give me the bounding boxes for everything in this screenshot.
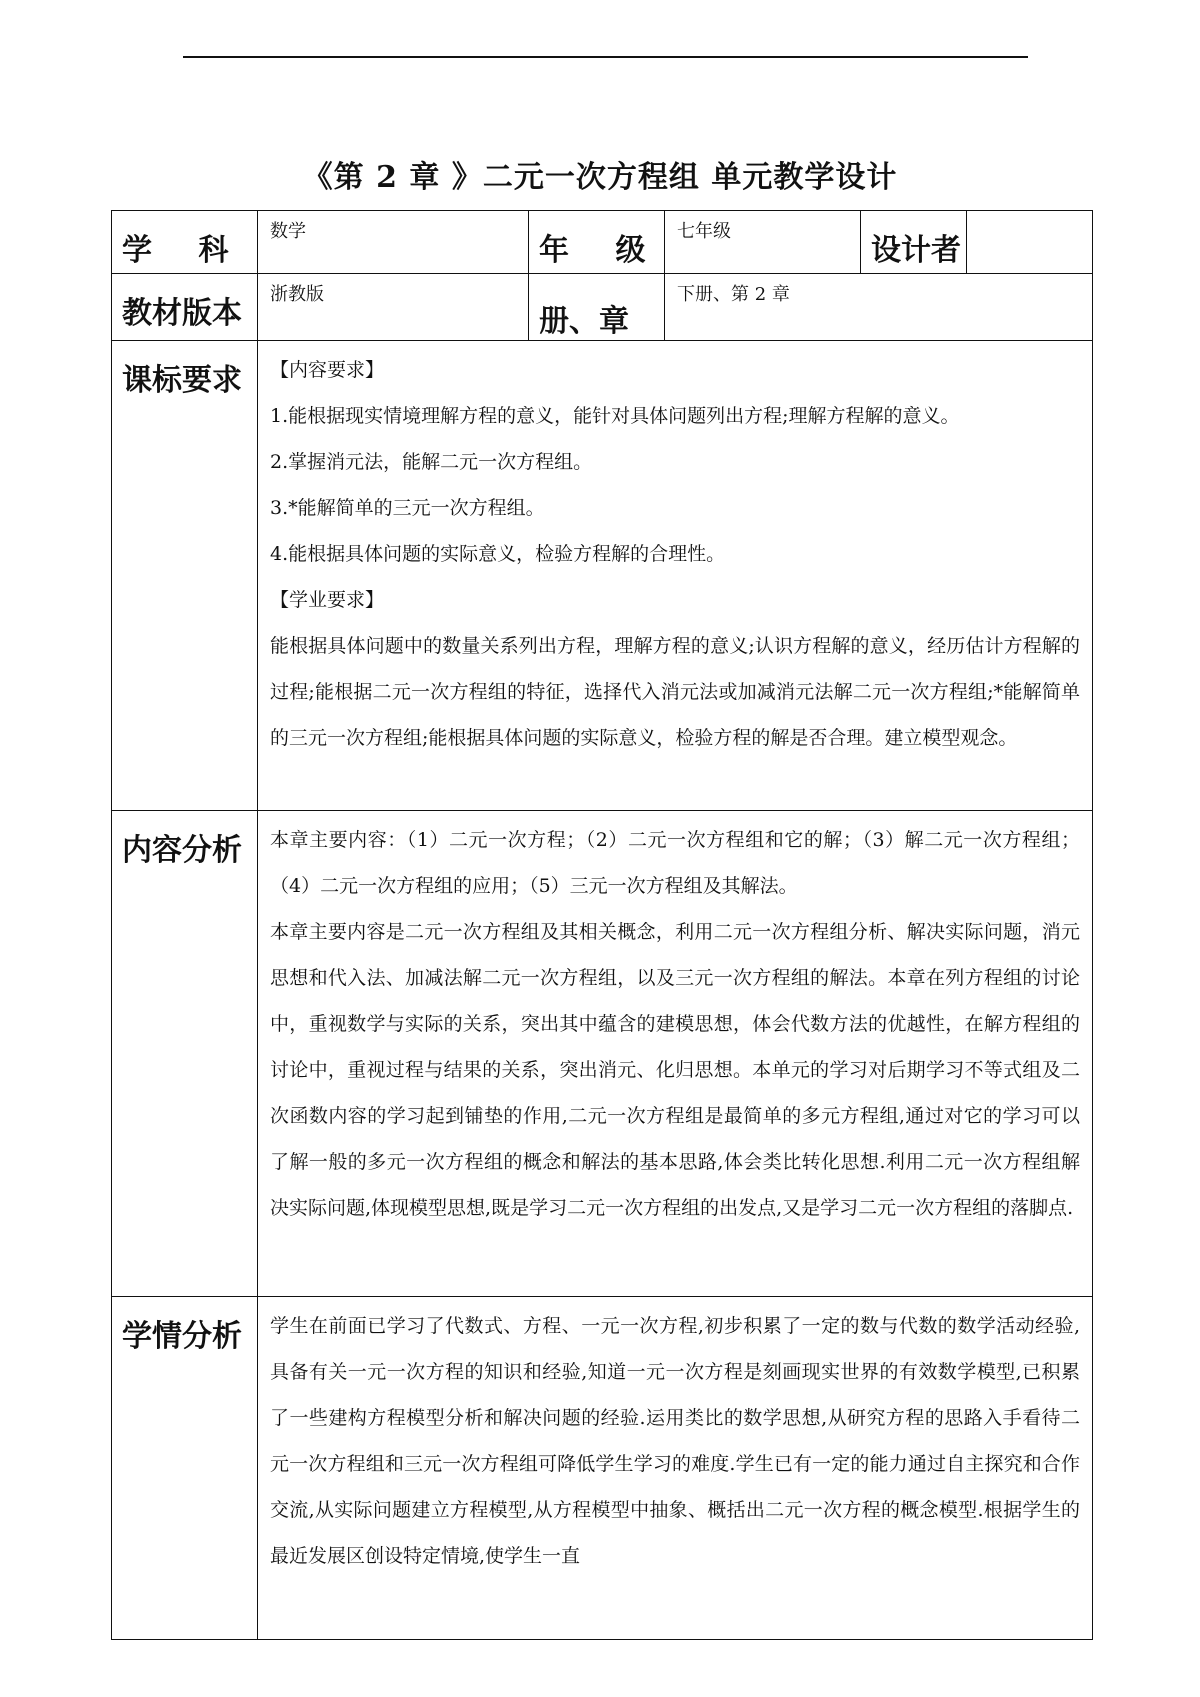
content-analysis-content (258, 811, 1093, 1297)
academic-requirements-heading: 【学业要求】 (270, 589, 385, 611)
designer-label: 设计者 (861, 211, 967, 274)
student-analysis-label: 学情分析 (112, 1297, 258, 1640)
table-row (112, 1297, 1093, 1640)
volume-value: 下册、第 2 章 (665, 274, 1093, 341)
header-rule (183, 56, 1028, 58)
grade-value: 七年级 (665, 211, 861, 274)
designer-value (967, 211, 1093, 274)
table-row (112, 274, 1093, 341)
table-row (112, 211, 1093, 274)
student-analysis-content (258, 1297, 1093, 1640)
requirement-item: 4.能根据具体问题的实际意义，检验方程解的合理性。 (270, 543, 726, 565)
table-row (112, 811, 1093, 1297)
content-analysis-label: 内容分析 (112, 811, 258, 1297)
content-analysis-paragraph: 本章主要内容是二元一次方程组及其相关概念，利用二元一次方程组分析、解决实际问题，消元思想和代入法、加减法解二元一次方程组，以及三元一次方程组的解法。本章在列方程组的讨论中，重视数学与实际的关系，突出其中蕴含的建模思想，体会代数方法的优越性，在解方程组的讨论中，重视过程与结果的关系，突出消元、化归思想。本单元的学习对后期学习不等式组及二次函数内容的学习起到铺垫的作用,二元一次方程组是最简单的多元方程组,通过对它的学习可以了解一般的多元一次方程组的概念和解法的基本思路,体会类比转化思想.利用二元一次方程组解决实际问题,体现模型思想,既是学习二元一次方程组的出发点,又是学习二元一次方程组的落脚点. (270, 921, 1080, 1219)
requirement-item: 3.*能解简单的三元一次方程组。 (270, 497, 545, 519)
academic-requirements-text: 能根据具体问题中的数量关系列出方程，理解方程的意义;认识方程解的意义，经历估计方程解的过程;能根据二元一次方程组的特征，选择代入消元法或加减消元法解二元一次方程组;*能解简单的三元一次方程组;能根据具体问题的实际意义，检验方程的解是否合理。建立模型观念。 (270, 635, 1080, 749)
content-requirements-heading: 【内容要求】 (270, 359, 385, 381)
grade-label: 年 级 (529, 211, 665, 274)
standards-label: 课标要求 (112, 341, 258, 811)
table-row (112, 341, 1093, 811)
requirement-item: 1.能根据现实情境理解方程的意义，能针对具体问题列出方程;理解方程解的意义。 (270, 405, 960, 427)
volume-label: 册、章 (529, 274, 665, 341)
subject-label: 学 科 (112, 211, 258, 274)
edition-value: 浙教版 (258, 274, 529, 341)
unit-design-table (111, 210, 1093, 1640)
subject-value: 数学 (258, 211, 529, 274)
content-analysis-paragraph: 本章主要内容：（1）二元一次方程；（2）二元一次方程组和它的解；（3）解二元一次方程组；（4）二元一次方程组的应用；（5）三元一次方程组及其解法。 (270, 829, 1080, 897)
standards-content (258, 341, 1093, 811)
document-title: 《第 2 章 》二元一次方程组 单元教学设计 (302, 160, 898, 195)
edition-label: 教材版本 (112, 274, 258, 341)
student-analysis-paragraph: 学生在前面已学习了代数式、方程、一元一次方程,初步积累了一定的数与代数的数学活动经验,具备有关一元一次方程的知识和经验,知道一元一次方程是刻画现实世界的有效数学模型,已积累了一些建构方程模型分析和解决问题的经验.运用类比的数学思想,从研究方程的思路入手看待二元一次方程组和三元一次方程组可降低学生学习的难度.学生已有一定的能力通过自主探究和合作交流,从实际问题建立方程模型,从方程模型中抽象、概括出二元一次方程的概念模型.根据学生的最近发展区创设特定情境,使学生一直 (270, 1315, 1080, 1567)
requirement-item: 2.掌握消元法，能解二元一次方程组。 (270, 451, 593, 473)
